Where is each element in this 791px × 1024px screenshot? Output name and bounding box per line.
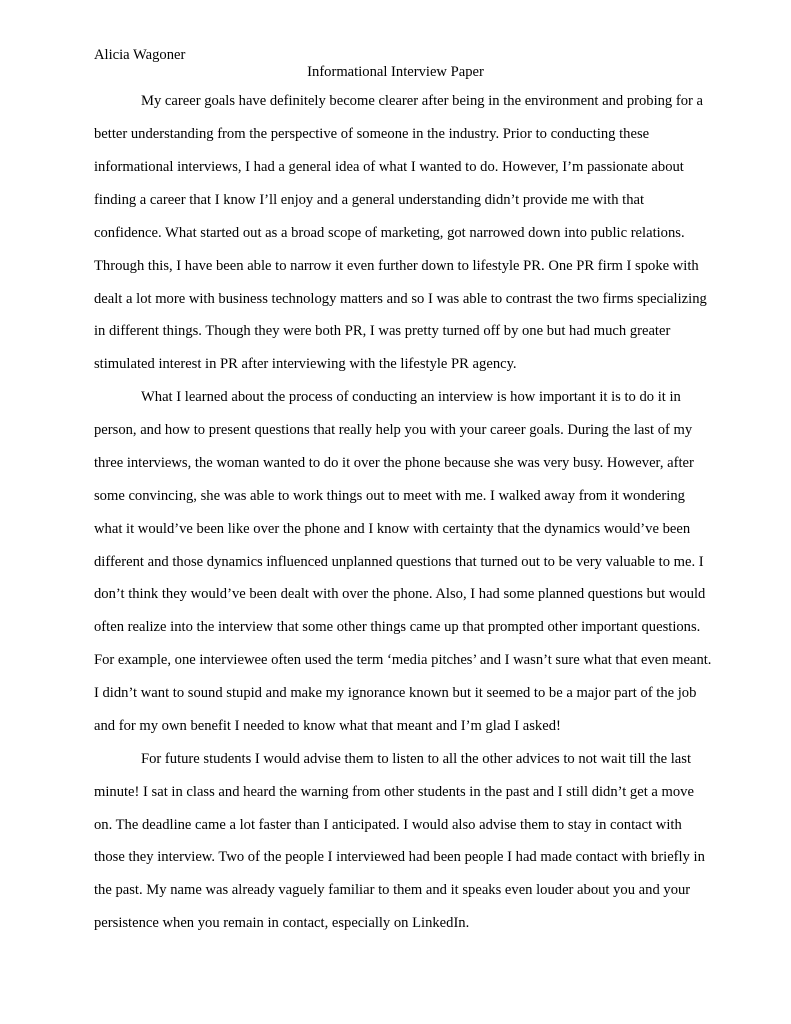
paragraph-line: some convincing, she was able to work things out to meet with me. I walked away from it wondering [94,488,685,504]
paragraph-line: and for my own benefit I needed to know what that meant and I’m glad I asked! [94,718,561,734]
paragraph-line: persistence when you remain in contact, especially on LinkedIn. [94,915,470,931]
paragraph-line: For future students I would advise them to listen to all the other advices to not wait till the last [141,751,692,767]
author-name: Alicia Wagoner [94,47,186,63]
paragraph-line: person, and how to present questions that really help you with your career goals. During the last of my [94,422,693,438]
paragraph-line: confidence. What started out as a broad scope of marketing, got narrowed down into public relations. [94,225,685,241]
paragraph-line: three interviews, the woman wanted to do it over the phone because she was very busy. However, after [94,455,694,471]
paragraph-line: the past. My name was already vaguely familiar to them and it speaks even louder about you and your [94,882,691,898]
paragraph-line: what it would’ve been like over the phone and I know with certainty that the dynamics would’ve been [94,521,691,537]
paragraph-line: Through this, I have been able to narrow it even further down to lifestyle PR. One PR firm I spoke with [94,258,699,274]
paragraph-line: different and those dynamics influenced unplanned questions that turned out to be very valuable to me. I [94,554,704,570]
paragraph-line: I didn’t want to sound stupid and make my ignorance known but it seemed to be a major part of the job [94,685,697,701]
paragraph-line: finding a career that I know I’ll enjoy and a general understanding didn’t provide me with that [94,192,645,208]
paragraph-line: minute! I sat in class and heard the warning from other students in the past and I still didn’t get a move [94,784,694,800]
paragraph-line: in different things. Though they were both PR, I was pretty turned off by one but had much greater [94,323,671,339]
paragraph-line: My career goals have definitely become clearer after being in the environment and probing for a [141,93,704,109]
paper-title: Informational Interview Paper [307,64,484,80]
paragraph-line: on. The deadline came a lot faster than I anticipated. I would also advise them to stay in contact with [94,817,682,833]
paragraph-line: dealt a lot more with business technology matters and so I was able to contrast the two firms specializing [94,291,707,307]
paragraph-line: don’t think they would’ve been dealt with over the phone. Also, I had some planned questions but would [94,586,706,602]
paragraph-line: For example, one interviewee often used the term ‘media pitches’ and I wasn’t sure what that even meant. [94,652,712,668]
paragraph-line: better understanding from the perspective of someone in the industry. Prior to conducting these [94,126,650,142]
paragraph-line: informational interviews, I had a general idea of what I wanted to do. However, I’m passionate about [94,159,684,175]
paragraph-line: What I learned about the process of conducting an interview is how important it is to do it in [141,389,681,405]
paragraph-line: often realize into the interview that some other things came up that prompted other important questions. [94,619,701,635]
paragraph-line: stimulated interest in PR after interviewing with the lifestyle PR agency. [94,356,517,372]
paragraph-line: those they interview. Two of the people I interviewed had been people I had made contact with briefly in [94,849,705,865]
